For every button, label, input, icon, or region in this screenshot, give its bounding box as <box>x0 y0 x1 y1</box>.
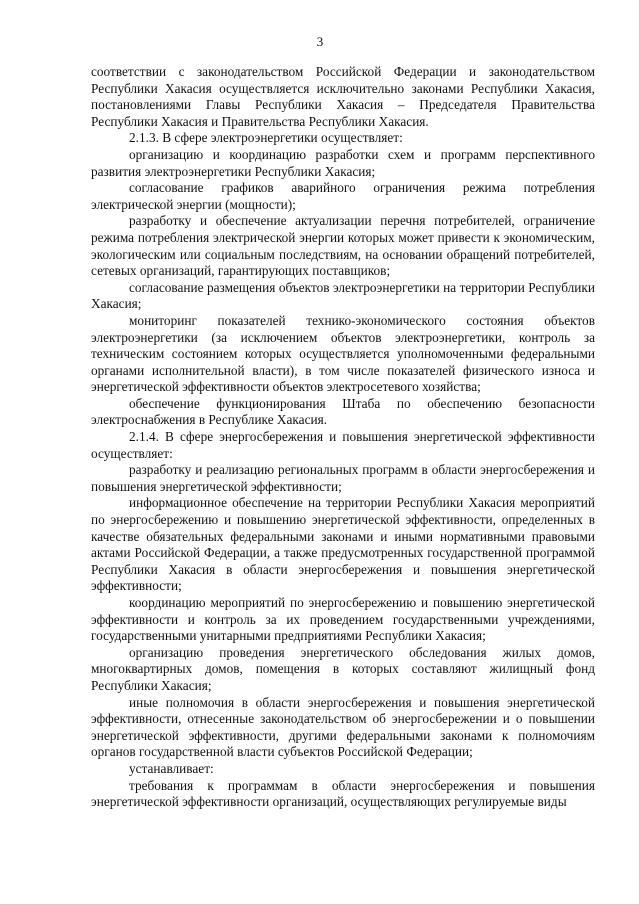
paragraph: устанавливает: <box>129 760 214 776</box>
paragraph: информационное обеспечение на территории Республики Хакасия мероприятий по энергосбережению и повышению энергетической эффективности, определенных в качестве обязательных федеральными законами и иными нормативными правовыми актами Российской Федерации, а также предусмотренных государственной программой Республики Хакасия в области энергосбережения и повышения энергетической эффективности; <box>91 495 595 594</box>
paragraph: соответствии с законодательством Российской Федерации и законодательством Республики Хакасия осуществляется исключительно законами Республики Хакасия, постановлениями Главы Республики Хакасия – Председателя Правительства Республики Хакасия и Правительства Республики Хакасия. <box>91 64 595 129</box>
paragraph: 2.1.4. В сфере энергосбережения и повышения энергетической эффективности осуществляет: <box>91 429 595 461</box>
paragraph: мониторинг показателей технико-экономического состояния объектов электроэнергетики (за исключением объектов электроэнергетики, контроль за техническим состоянием которых осуществляется уполномоченными федеральными органами исполнительной власти), в том числе показателей физического износа и энергетической эффективности объектов электросетевого хозяйства; <box>91 312 595 395</box>
paragraph: организацию и координацию разработки схем и программ перспективного развития электроэнергетики Республики Хакасия; <box>91 146 595 179</box>
paragraph: иные полномочия в области энергосбережения и повышения энергетической эффективности, отнесенные законодательством об энергосбережении и о повышении энергетической эффективности, другими федеральными законами к полномочиям органов государственной власти субъектов Российской Федерации; <box>91 694 595 760</box>
paragraph: разработку и обеспечение актуализации перечня потребителей, ограничение режима потребления электрической энергии которых может привести к экономическим, экологическим или социальным последствиям, на основании обращений потребителей, сетевых организаций, гарантирующих поставщиков; <box>91 213 595 279</box>
paragraph: организацию проведения энергетического обследования жилых домов, многоквартирных домов, помещения в которых составляют жилищный фонд Республики Хакасия; <box>91 644 595 693</box>
paragraph: координацию мероприятий по энергосбережению и повышению энергетической эффективности и контроль за их проведением государственными учреждениями, государственными унитарными предприятиями Республики Хакасия; <box>91 595 595 644</box>
paragraph: 2.1.3. В сфере электроэнергетики осуществляет: <box>129 130 403 146</box>
paragraph: обеспечение функционирования Штаба по обеспечению безопасности электроснабжения в Республике Хакасия. <box>91 395 595 428</box>
paragraph: согласование размещения объектов электроэнергетики на территории Республики Хакасия; <box>91 279 595 312</box>
paragraph: требования к программам в области энергосбережения и повышения энергетической эффективности организаций, осуществляющих регулируемые виды <box>91 777 595 810</box>
page-number: 3 <box>316 34 324 49</box>
paragraph: разработку и реализацию региональных программ в области энергосбережения и повышения энергетической эффективности; <box>91 462 595 494</box>
body-text <box>91 64 595 811</box>
paragraph: согласование графиков аварийного ограничения режима потребления электрической энергии (мощности); <box>91 180 595 212</box>
